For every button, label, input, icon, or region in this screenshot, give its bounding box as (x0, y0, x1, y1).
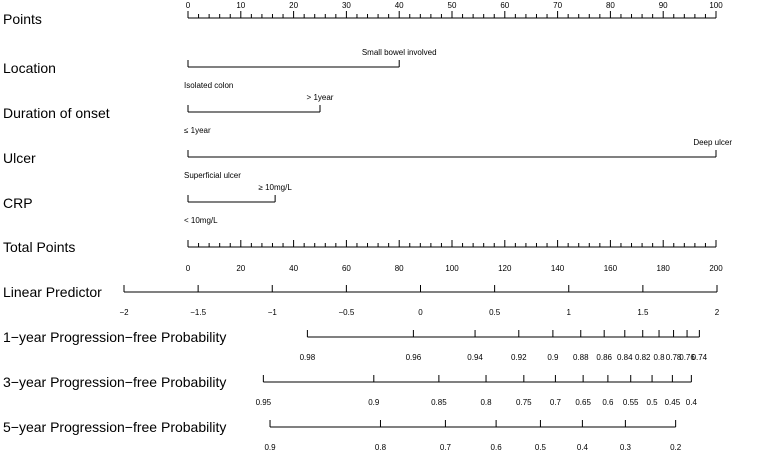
points-axis-tick-label: 60 (500, 1, 510, 10)
ulcer-title: Ulcer (3, 150, 36, 166)
three-year-probability-tick-label: 0.7 (549, 398, 561, 407)
one-year-probability-tick-label: 0.98 (299, 353, 316, 362)
three-year-probability-tick-label: 0.85 (431, 398, 447, 407)
linear-predictor-tick-label: 1.5 (637, 308, 649, 317)
one-year-probability-tick-label: 0.76 (679, 353, 695, 362)
five-year-probability-tick-label: 0.6 (490, 443, 502, 452)
one-year-probability-tick-label: 0.94 (467, 353, 483, 362)
total-points-axis-title: Total Points (3, 239, 76, 255)
linear-predictor-tick-label: −1 (267, 308, 277, 317)
points-axis-tick-label: 0 (185, 1, 191, 10)
duration-of-onset-level-label: ≤ 1year (184, 126, 211, 135)
three-year-probability-title: 3−year Progression−free Probability (3, 374, 227, 390)
total-points-axis-tick-label: 120 (498, 264, 512, 273)
total-points-axis-tick-label: 40 (289, 264, 299, 273)
one-year-probability-tick-label: 0.84 (616, 353, 633, 362)
total-points-axis-tick-label: 200 (709, 264, 723, 273)
five-year-probability-title: 5−year Progression−free Probability (3, 419, 227, 435)
points-axis-tick-label: 100 (709, 1, 723, 10)
points-axis-title: Points (3, 11, 42, 27)
five-year-probability-tick-label: 0.7 (439, 443, 451, 452)
three-year-probability-tick-label: 0.45 (664, 398, 681, 407)
points-axis-tick-label: 70 (553, 1, 563, 10)
three-year-probability-tick-label: 0.9 (368, 398, 380, 407)
total-points-axis-tick-label: 140 (550, 264, 565, 273)
one-year-probability-tick-label: 0.74 (691, 353, 708, 362)
three-year-probability-tick-label: 0.65 (575, 398, 591, 407)
duration-of-onset-title: Duration of onset (3, 105, 110, 121)
total-points-axis-tick-label: 180 (656, 264, 670, 273)
linear-predictor-tick-label: 2 (714, 308, 720, 317)
total-points-axis-tick-label: 80 (394, 264, 404, 273)
three-year-probability-tick-label: 0.75 (516, 398, 532, 407)
points-axis-tick-label: 40 (394, 1, 404, 10)
ulcer-level-label: Deep ulcer (693, 138, 732, 147)
one-year-probability-tick-label: 0.86 (596, 353, 612, 362)
points-axis-tick-label: 50 (447, 1, 457, 10)
three-year-probability-tick-label: 0.8 (480, 398, 492, 407)
one-year-probability-tick-label: 0.82 (634, 353, 651, 362)
points-axis-tick-label: 80 (605, 1, 615, 10)
linear-predictor-tick-label: 1 (566, 308, 571, 317)
linear-predictor-tick-label: −0.5 (338, 308, 355, 317)
location-title: Location (3, 60, 56, 76)
linear-predictor-tick-label: 0 (418, 308, 423, 317)
ulcer-level-label: Superficial ulcer (184, 171, 241, 180)
three-year-probability-tick-label: 0.4 (685, 398, 697, 407)
five-year-probability-tick-label: 0.5 (534, 443, 546, 452)
points-axis-tick-label: 90 (658, 1, 668, 10)
one-year-probability-tick-label: 0.88 (572, 353, 589, 362)
linear-predictor-tick-label: 0.5 (489, 308, 501, 317)
five-year-probability-tick-label: 0.2 (670, 443, 682, 452)
points-axis-tick-label: 20 (289, 1, 299, 10)
linear-predictor-tick-label: −1.5 (190, 308, 207, 317)
points-axis-tick-label: 30 (341, 1, 351, 10)
three-year-probability-tick-label: 0.5 (646, 398, 658, 407)
one-year-probability-tick-label: 0.9 (547, 353, 559, 362)
location-level-label: Small bowel involved (361, 48, 437, 57)
crp-title: CRP (3, 195, 33, 211)
one-year-probability-tick-label: 0.92 (511, 353, 527, 362)
five-year-probability-tick-label: 0.9 (264, 443, 276, 452)
five-year-probability-tick-label: 0.8 (374, 443, 387, 452)
linear-predictor-title: Linear Predictor (3, 284, 102, 300)
linear-predictor-tick-label: −2 (119, 308, 129, 317)
five-year-probability-tick-label: 0.4 (576, 443, 588, 452)
three-year-probability-tick-label: 0.55 (622, 398, 639, 407)
one-year-probability-tick-label: 0.8 (653, 353, 665, 362)
total-points-axis-tick-label: 20 (236, 264, 246, 273)
crp-level-label: ≥ 10mg/L (258, 183, 292, 192)
three-year-probability-tick-label: 0.95 (255, 398, 272, 407)
location-level-label: Isolated colon (184, 81, 234, 90)
points-axis-tick-label: 10 (236, 1, 246, 10)
one-year-probability-tick-label: 0.96 (405, 353, 422, 362)
duration-of-onset-level-label: > 1year (306, 93, 334, 102)
one-year-probability-tick-label: 0.78 (665, 353, 682, 362)
three-year-probability-tick-label: 0.6 (602, 398, 614, 407)
total-points-axis-tick-label: 100 (445, 264, 459, 273)
total-points-axis-tick-label: 60 (341, 264, 351, 273)
five-year-probability-tick-label: 0.3 (619, 443, 631, 452)
crp-level-label: < 10mg/L (184, 216, 218, 225)
total-points-axis-tick-label: 160 (603, 264, 618, 273)
total-points-axis-tick-label: 0 (185, 264, 191, 273)
one-year-probability-title: 1−year Progression−free Probability (3, 329, 227, 345)
